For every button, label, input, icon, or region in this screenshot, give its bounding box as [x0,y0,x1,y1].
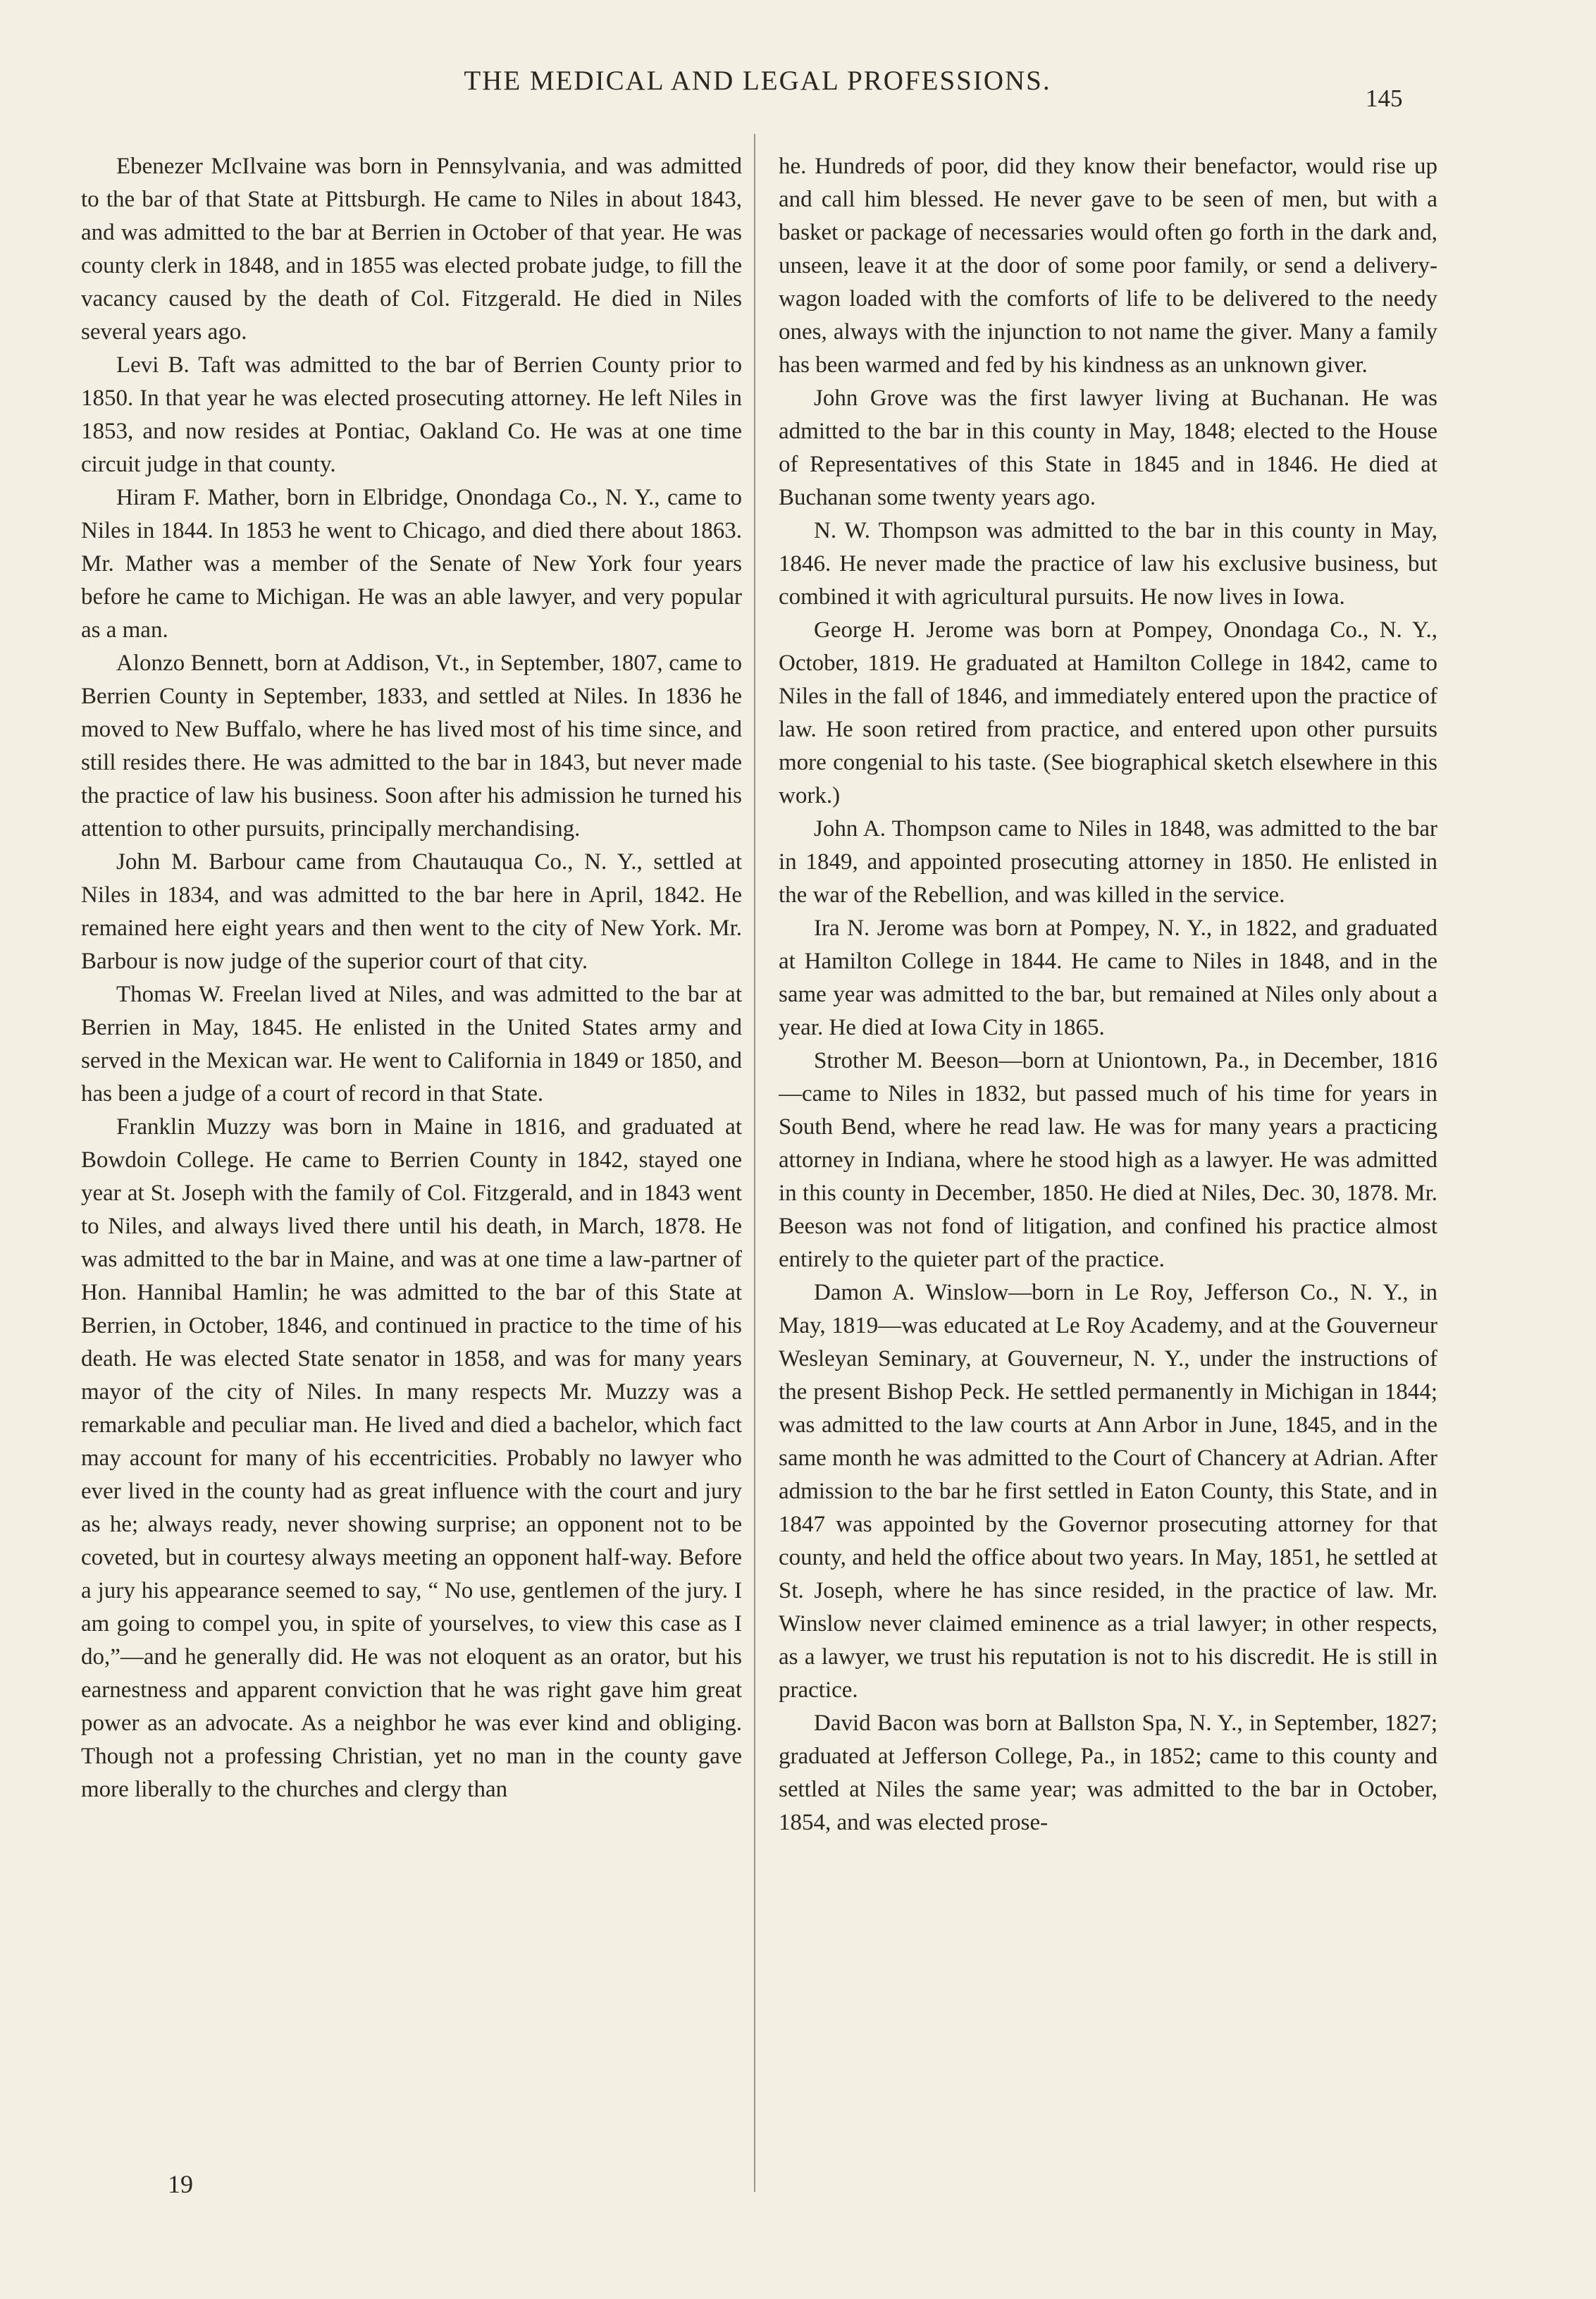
paragraph-levi-b-taft: Levi B. Taft was admitted to the bar of Berrien County prior to 1850. In that year he was elected prosecuting attorney. He left Niles in 1853, and now resides at Pontiac, Oakland Co. He was at one time circuit judge in that county. [81,352,742,477]
paragraph-alonzo-bennett: Alonzo Bennett, born at Addison, Vt., in September, 1807, came to Berrien County in September, 1833, and settled at Niles. In 1836 he moved to New Buffalo, where he has lived most of his time since, and still resides there. He was admitted to the bar in 1843, but never made the practice of law his business. Soon after his admission he turned his attention to other pursuits, principally merchandising. [81,651,742,842]
paragraph-thomas-w-freelan: Thomas W. Freelan lived at Niles, and was admitted to the bar at Berrien in May, 1845. He enlisted in the United States army and served in the Mexican war. He went to California in 1849 or 1850, and has been a judge of a court of record in that State. [81,982,742,1107]
paragraph-john-m-barbour: John M. Barbour came from Chautauqua Co., N. Y., settled at Niles in 1834, and was admitted to the bar here in April, 1842. He remained here eight years and then went to the city of New York. Mr. Barbour is now judge of the superior court of that city. [81,849,742,974]
right-column [779,150,1437,2116]
paragraph-hiram-f-mather: Hiram F. Mather, born in Elbridge, Onondaga Co., N. Y., came to Niles in 1844. In 1853 he went to Chicago, and died there about 1863. Mr. Mather was a member of the Senate of New York four years before he came to Michigan. He was an able lawyer, and very popular as a man. [81,485,742,643]
signature-mark: 19 [168,2170,193,2198]
paragraph-strother-m-beeson: Strother M. Beeson—born at Uniontown, Pa., in December, 1816—came to Niles in 1832, but passed much of his time for years in South Bend, where he read law. He was for many years a practicing attorney in Indiana, where he stood high as a lawyer. He was admitted in this county in December, 1850. He died at Niles, Dec. 30, 1878. Mr. Beeson was not fond of litigation, and confined his practice almost entirely to the quieter part of the practice. [779,1048,1437,1272]
running-head: THE MEDICAL AND LEGAL PROFESSIONS. [464,66,1051,96]
paragraph-george-h-jerome: George H. Jerome was born at Pompey, Onondaga Co., N. Y., October, 1819. He graduated at Hamilton College in 1842, came to Niles in the fall of 1846, and immediately entered upon the practice of law. He soon retired from practice, and entered upon other pursuits more congenial to his taste. (See biographical sketch elsewhere in this work.) [779,617,1437,808]
paragraph-john-a-thompson: John A. Thompson came to Niles in 1848, was admitted to the bar in 1849, and appointed prosecuting attorney in 1850. He enlisted in the war of the Rebellion, and was killed in the service. [779,816,1437,908]
page-number: 145 [1366,85,1403,112]
paragraph-ira-n-jerome: Ira N. Jerome was born at Pompey, N. Y., in 1822, and graduated at Hamilton College in 1844. He came to Niles in 1848, and in the same year was admitted to the bar, but remained at Niles only about a year. He died at Iowa City in 1865. [779,916,1437,1040]
paragraph-ebenezer-mcilvaine: Ebenezer McIlvaine was born in Pennsylvania, and was admitted to the bar of that State at Pittsburgh. He came to Niles in about 1843, and was admitted to the bar at Berrien in October of that year. He was county clerk in 1848, and in 1855 was elected probate judge, to fill the vacancy caused by the death of Col. Fitzgerald. He died in Niles several years ago. [81,154,742,345]
paragraph-david-bacon: David Bacon was born at Ballston Spa, N. Y., in September, 1827; graduated at Jefferson College, Pa., in 1852; came to this county and settled at Niles the same year; was admitted to the bar in October, 1854, and was elected prose- [779,1711,1437,1835]
paragraph-franklin-muzzy: Franklin Muzzy was born in Maine in 1816, and graduated at Bowdoin College. He came to Berrien County in 1842, stayed one year at St. Joseph with the family of Col. Fitzgerald, and in 1843 went to Niles, and always lived there until his death, in March, 1878. He was admitted to the bar in Maine, and was at one time a law-partner of Hon. Hannibal Hamlin; he was admitted to the bar of this State at Berrien, in October, 1846, and continued in practice to the time of his death. He was elected State senator in 1858, and was for many years mayor of the city of Niles. In many respects Mr. Muzzy was a remarkable and peculiar man. He lived and died a bachelor, which fact may account for many of his eccentricities. Probably no lawyer who ever lived in the county had as great influence with the court and jury as he; always ready, never showing surprise; an opponent not to be coveted, but in courtesy always meeting an opponent half-way. Before a jury his appearance seemed to say, “ No use, gentlemen of the jury. I am going to compel you, in spite of yourselves, to view this case as I do,”—and he generally did. He was not eloquent as an orator, but his earnestness and apparent conviction that he was right gave him great power as an advocate. As a neighbor he was ever kind and obliging. Though not a professing Christian, yet no man in the county gave more liberally to the churches and clergy than [81,1114,742,1802]
column-divider [754,134,755,2192]
paragraph-john-grove: John Grove was the first lawyer living at Buchanan. He was admitted to the bar in this county in May, 1848; elected to the House of Representatives of this State in 1845 and in 1846. He died at Buchanan some twenty years ago. [779,386,1437,510]
page-header [0,65,1596,114]
paragraph-damon-a-winslow: Damon A. Winslow—born in Le Roy, Jefferson Co., N. Y., in May, 1819—was educated at Le Roy Academy, and at the Gouverneur Wesleyan Seminary, at Gouverneur, N. Y., under the instructions of the present Bishop Peck. He settled permanently in Michigan in 1844; was admitted to the law courts at Ann Arbor in June, 1845, and in the same month he was admitted to the Court of Chancery at Adrian. After admission to the bar he first settled in Eaton County, this State, and in 1847 was appointed by the Governor prosecuting attorney for that county, and held the office about two years. In May, 1851, he settled at St. Joseph, where he has since resided, in the practice of law. Mr. Winslow never claimed eminence as a trial lawyer; in other respects, as a lawyer, we trust his reputation is not to his discredit. He is still in practice. [779,1280,1437,1703]
paragraph-muzzy-continued: he. Hundreds of poor, did they know their benefactor, would rise up and call him blessed. He never gave to be seen of men, but with a basket or package of necessaries would often go forth in the dark and, unseen, leave it at the door of some poor family, or send a delivery-wagon loaded with the comforts of life to be delivered to the needy ones, always with the injunction to not name the giver. Many a family has been warmed and fed by his kindness as an unknown giver. [779,154,1437,378]
paragraph-n-w-thompson: N. W. Thompson was admitted to the bar in this county in May, 1846. He never made the practice of law his exclusive business, but combined it with agricultural pursuits. He now lives in Iowa. [779,518,1437,610]
left-column [81,150,742,2116]
